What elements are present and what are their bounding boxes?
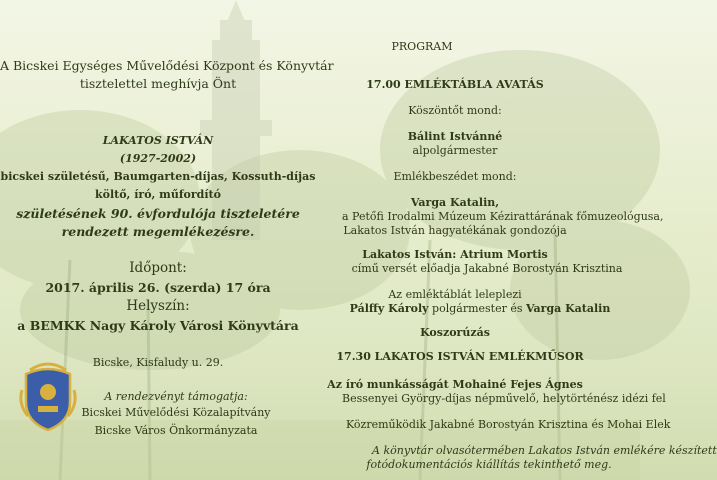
supporter-2: Bicske Város Önkormányzata — [94, 424, 258, 437]
time-value: 2017. április 26. (szerda) 17 óra — [45, 280, 271, 295]
work-title: Az író munkásságát Mohainé Fejes Ágnes — [327, 378, 583, 391]
address-text: Bicske, Kisfaludy u. 29. — [92, 356, 224, 369]
part1-title: 17.00 EMLÉKTÁBLA AVATÁS — [366, 78, 544, 91]
honoree-years: (1927-2002) — [119, 152, 197, 165]
organizer-text: A Bicskei Egységes Művelődési Központ és Könyvtár — [0, 58, 334, 73]
time-label: Időpont: — [129, 260, 187, 276]
work-description: Bessenyei György-díjas népművelő, helytörténész idézi fel — [342, 392, 666, 405]
memorial-role-1: a Petőfi Irodalmi Múzeum Kézirattárának főmuzeológusa, — [342, 210, 664, 223]
exhibition-line-1: A könyvtár olvasótermében Lakatos István emlékére készített — [372, 444, 717, 457]
part2-title: 17.30 LAKATOS ISTVÁN EMLÉKMŰSOR — [336, 350, 584, 363]
exhibition-line-2: fotódokumentációs kiállítás tekinthető meg. — [366, 458, 612, 471]
place-value: a BEMKK Nagy Károly Városi Könyvtára — [17, 318, 299, 333]
supporter-1: Bicskei Művelődési Közalapítvány — [81, 406, 271, 419]
memorial-name: Varga Katalin, — [410, 196, 500, 209]
greeting-label: Köszöntőt mond: — [408, 104, 502, 117]
occasion-line-1: születésének 90. évfordulója tiszteletére — [16, 206, 300, 221]
honoree-description: bicskei születésű, Baumgarten-díjas, Kossuth-díjas — [0, 170, 316, 183]
honoree-profession: költő, író, műfordító — [95, 188, 221, 201]
poem-title: Lakatos István: Atrium Mortis — [362, 248, 548, 261]
occasion-line-2: rendezett megemlékezésre. — [61, 224, 255, 239]
unveil-label: Az emléktáblát leleplezi — [388, 288, 522, 301]
program-heading: PROGRAM — [391, 40, 453, 53]
place-label: Helyszín: — [126, 298, 190, 314]
poem-description: című versét előadja Jakabné Borostyán Krisztina — [351, 262, 623, 275]
memorial-role-2: Lakatos István hagyatékának gondozója — [343, 224, 567, 237]
wreath-text: Koszorúzás — [420, 326, 490, 339]
coat-of-arms-icon — [20, 360, 76, 432]
unveil-name-1: Pálffy Károly — [349, 302, 429, 315]
unveil-name-2: Varga Katalin — [526, 302, 611, 315]
support-label: A rendezvényt támogatja: — [104, 390, 248, 403]
unveil-names — [308, 302, 652, 315]
greeting-role: alpolgármester — [412, 144, 498, 157]
memorial-label: Emlékbeszédet mond: — [393, 170, 517, 183]
invite-text: tisztelettel meghívja Önt — [79, 76, 237, 91]
greeting-name: Bálint Istvánné — [407, 130, 503, 143]
performers-text: Közreműködik Jakabné Borostyán Krisztina és Mohai Elek — [346, 418, 671, 431]
unveil-connector: polgármester és — [428, 302, 527, 315]
honoree-name: LAKATOS ISTVÁN — [102, 134, 214, 147]
